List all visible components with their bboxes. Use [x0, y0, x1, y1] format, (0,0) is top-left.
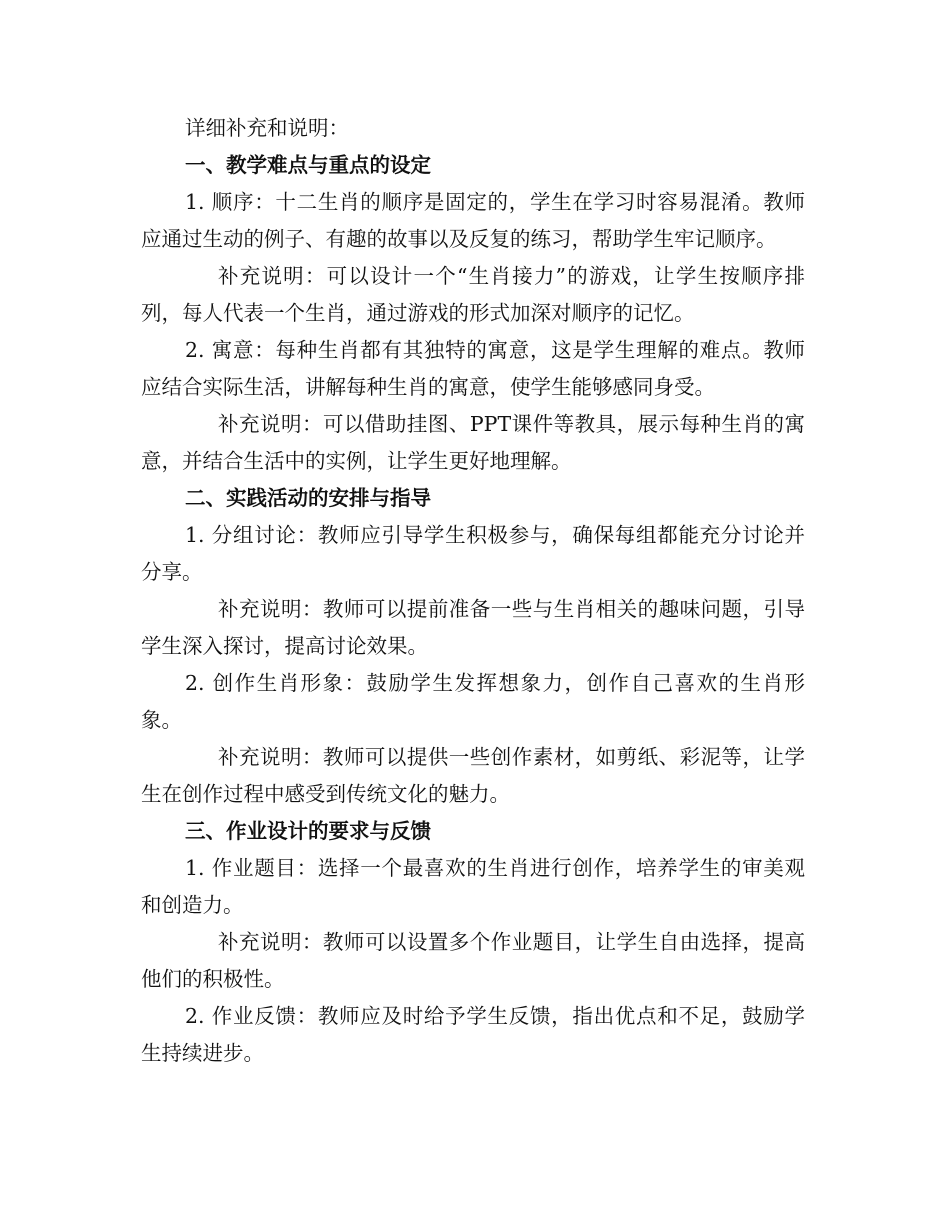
section-3-item-1-note: 补充说明：教师可以设置多个作业题目，让学生自由选择，提高他们的积极性。	[141, 930, 805, 991]
section-heading-2: 二、实践活动的安排与指导	[185, 486, 431, 510]
section-heading-1: 一、教学难点与重点的设定	[185, 153, 431, 177]
section-2-item-1-note: 补充说明：教师可以提前准备一些与生肖相关的趣味问题，引导学生深入探讨，提高讨论效果。	[141, 597, 805, 658]
section-2-item-1: 1. 分组讨论：教师应引导学生积极参与，确保每组都能充分讨论并分享。	[141, 523, 805, 584]
section-1-item-2: 2. 寓意：每种生肖都有其独特的寓意，这是学生理解的难点。教师应结合实际生活，讲解每种生肖的寓意，使学生能够感同身受。	[141, 338, 805, 399]
section-heading-3: 三、作业设计的要求与反馈	[185, 819, 431, 843]
section-3-item-1: 1. 作业题目：选择一个最喜欢的生肖进行创作，培养学生的审美观和创造力。	[141, 856, 805, 917]
section-1-item-1-note: 补充说明：可以设计一个“生肖接力”的游戏，让学生按顺序排列，每人代表一个生肖，通过游戏的形式加深对顺序的记忆。	[141, 264, 805, 325]
intro-line: 详细补充和说明：	[185, 116, 349, 140]
section-1-item-1: 1. 顺序：十二生肖的顺序是固定的，学生在学习时容易混淆。教师应通过生动的例子、有趣的故事以及反复的练习，帮助学生牢记顺序。	[141, 190, 805, 251]
section-1-item-2-note: 补充说明：可以借助挂图、PPT课件等教具，展示每种生肖的寓意，并结合生活中的实例，让学生更好地理解。	[141, 412, 805, 473]
document-body	[141, 110, 805, 1072]
section-2-item-2: 2. 创作生肖形象：鼓励学生发挥想象力，创作自己喜欢的生肖形象。	[141, 671, 805, 732]
section-3-item-2: 2. 作业反馈：教师应及时给予学生反馈，指出优点和不足，鼓励学生持续进步。	[141, 1004, 805, 1065]
section-2-item-2-note: 补充说明：教师可以提供一些创作素材，如剪纸、彩泥等，让学生在创作过程中感受到传统文化的魅力。	[141, 745, 805, 806]
